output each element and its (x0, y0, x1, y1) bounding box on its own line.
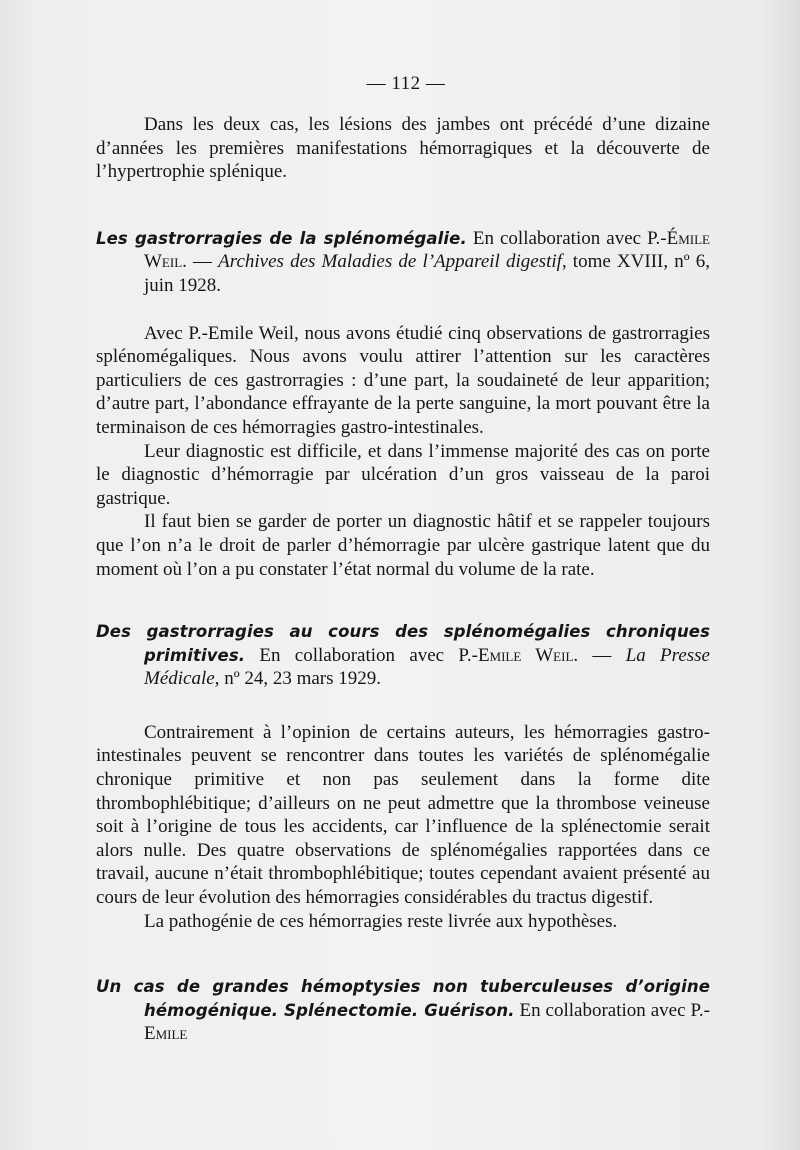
separator: . — (573, 644, 626, 666)
intro-paragraph: Dans les deux cas, les lésions des jambes ont précédé d’une dizaine d’années les premières manifestations hémorragiques et la découverte de l’hypertrophie splénique. (96, 114, 710, 183)
body-paragraph: Leur diagnostic est difficile, et dans l’immense majorité des cas on porte le diagnostic d’hémorragie par ulcération d’un gros vaisseau de la paroi gastrique. (96, 440, 710, 509)
collaborator-name: Emile (144, 1023, 188, 1045)
entry-title: Les gastrorragies de la splénomégalie. (96, 228, 467, 248)
body-paragraph: La pathogénie de ces hémorragies reste livrée aux hypothèses. (144, 910, 618, 932)
collaboration-prefix: En collaboration avec P.- (472, 227, 667, 249)
journal-name: Archives des Maladies de l’Appareil digestif, (218, 251, 567, 273)
body-paragraph: Il faut bien se garder de porter un diagnostic hâtif et se rappeler toujours que l’on n’a le droit de parler d’hémorragie par ulcère gastrique latent que du moment où l’on a pu constater l’état normal du volume de la rate. (96, 511, 710, 580)
entry-title: Des gastrorragies au cours des splénomégalies chroniques primitives. (96, 622, 710, 665)
entry-title: Un cas de grandes hémoptysies non tuberculeuses d’origine hémogénique. Splénectomie. Guérison. (96, 977, 710, 1020)
collaborator-name: Émile Weil (144, 227, 711, 273)
publication-details: nº 24, 23 mars 1929. (224, 668, 382, 690)
entry-1-body (96, 322, 710, 582)
collaborator-name: Emile Weil (477, 644, 574, 666)
collaboration-prefix: En collaboration avec P.- (519, 999, 710, 1021)
publication-details: tome XVIII, nº 6, juin 1928. (144, 251, 710, 296)
intro-block (96, 113, 710, 184)
journal-name: La Presse Médicale, (144, 644, 710, 690)
bibliography-entry-1 (96, 227, 710, 298)
bibliography-entry-2 (96, 620, 710, 691)
entry-2-body (96, 721, 710, 933)
separator: . — (182, 251, 219, 273)
body-paragraph: Avec P.-Emile Weil, nous avons étudié cinq observations de gastrorragies splénomégaliques. Nous avons voulu attirer l’attention sur les caractères particuliers de ces gastrorragies : d’une part, la soudaineté de leur apparition; d’autre part, l’abondance effrayante de la perte sanguine, la mort pouvant être la terminaison de ces hémorragies gastro-intestinales. (96, 322, 710, 438)
page-number: — 112 — (366, 73, 446, 94)
collaboration-prefix: En collaboration avec P.- (259, 644, 478, 666)
body-paragraph: Contrairement à l’opinion de certains auteurs, les hémorragies gastro-intestinales peuvent se rencontrer dans toutes les variétés de splénomégalie chronique primitive et non pas seulement dans la forme dite thrombophlébitique; d’ailleurs on ne peut admettre que la thrombose veineuse soit à l’origine de tous les accidents, car l’influence de la splénectomie serait alors nulle. Des quatre observations de splénomégalies rapportées dans ce travail, aucune n’était thrombophlébitique; toutes cependant avaient présenté au cours de leur évolution des hémorragies considérables du tractus digestif. (96, 721, 710, 909)
bibliography-entry-3 (96, 975, 710, 1046)
